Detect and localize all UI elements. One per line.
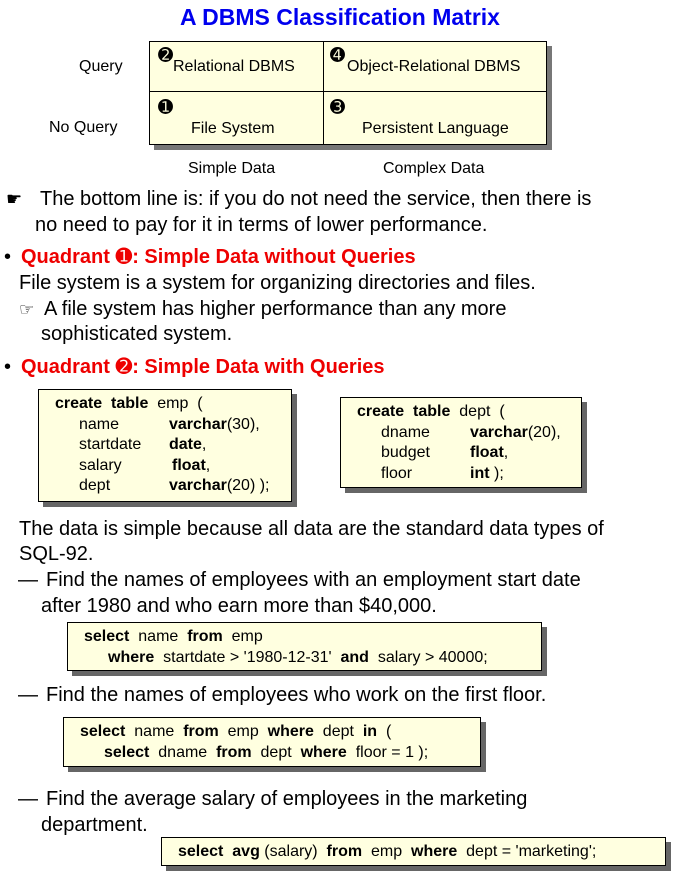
sql-ident: name (134, 723, 175, 740)
cell-label: File System (191, 120, 275, 137)
sql-line (84, 648, 541, 669)
row-label-query: Query (79, 58, 123, 75)
sql-ident: emp (231, 628, 263, 645)
sql-line (80, 722, 480, 743)
sql-column (357, 443, 561, 464)
simple-data-text: The data is simple because all data are the standard data types of (19, 518, 604, 540)
sql-keyword: create (55, 395, 103, 412)
bottom-line-text-2: no need to pay for it in terms of lower performance. (35, 214, 488, 236)
sql-ident: dname (158, 743, 208, 761)
sql-keyword: select (178, 843, 224, 860)
sql-column (55, 415, 270, 436)
dash-icon: — (18, 569, 38, 591)
sql-keyword: where (267, 723, 314, 740)
circled-2-icon: ➋ (158, 45, 174, 65)
sql-column (55, 456, 270, 477)
column-type: float (470, 444, 504, 461)
sql-keyword: table (413, 403, 451, 420)
cell-label: Persistent Language (362, 120, 509, 137)
query2-text: Find the names of employees who work on the first floor. (46, 684, 547, 706)
sql-ident: dept (260, 743, 292, 761)
query3-sql-box (161, 837, 666, 866)
row-label-no-query: No Query (49, 119, 118, 136)
sql-line (84, 627, 541, 648)
sql-column (357, 423, 561, 444)
query2-sql-box (63, 717, 481, 767)
dash-icon: — (18, 684, 38, 706)
sql-keyword: where (300, 743, 347, 761)
sql-ident: dept (322, 723, 354, 740)
sql-column (55, 476, 270, 497)
page-title: A DBMS Classification Matrix (180, 4, 500, 30)
sql-keyword: in (362, 723, 378, 740)
column-name: dname (381, 423, 430, 441)
sql-column-list (55, 415, 270, 497)
quadrant1-heading: Quadrant ➊: Simple Data without Queries (21, 246, 416, 268)
query1-text: Find the names of employees with an employment start date (46, 569, 581, 591)
sql-punct: ( (385, 723, 392, 740)
sql-condition: salary > 40000; (377, 648, 488, 666)
table-name: dept (459, 403, 491, 420)
circled-4-icon: ➍ (330, 45, 346, 65)
column-suffix: (30), (226, 415, 260, 433)
sql-keyword: select (80, 723, 126, 740)
column-name: budget (381, 444, 430, 461)
column-name: startdate (79, 436, 142, 453)
sql-condition: dept = 'marketing'; (466, 843, 597, 860)
simple-data-text-2: SQL-92. (19, 543, 94, 565)
quadrant1-note: A file system has higher performance than any more (44, 298, 507, 320)
sql-condition: startdate > '1980-12-31' (163, 648, 332, 666)
sql-line (55, 394, 291, 415)
column-type: float (172, 456, 206, 474)
column-type: varchar (169, 415, 227, 433)
sql-line (80, 743, 480, 764)
table-name: emp (157, 395, 189, 412)
sql-ident: name (138, 628, 179, 645)
sql-keyword: select (104, 743, 150, 761)
quadrant1-text: File system is a system for organizing directories and files. (19, 272, 536, 294)
sql-ident: (salary) (264, 843, 318, 860)
cell-label: Relational DBMS (173, 58, 295, 75)
cell-label: Object-Relational DBMS (347, 58, 521, 75)
sql-column (357, 464, 561, 485)
sql-keyword: from (326, 843, 363, 860)
sql-punct: ( (499, 403, 505, 420)
column-type: date (169, 436, 202, 453)
col-label-simple-data: Simple Data (188, 160, 276, 177)
sql-column-list (357, 423, 561, 485)
sql-keyword: from (187, 628, 223, 645)
quadrant1-note-2: sophisticated system. (41, 323, 233, 345)
column-suffix: ); (489, 464, 504, 482)
query3-text: Find the average salary of employees in the marketing (46, 788, 528, 810)
sql-keyword: from (183, 723, 219, 740)
cell-persistent-language (323, 91, 547, 145)
sql-keyword: table (111, 395, 149, 412)
circled-3-icon: ➌ (330, 97, 346, 117)
sql-keyword: from (216, 743, 252, 761)
create-dept-sql-box (340, 397, 582, 488)
query1-text-2: after 1980 and who earn more than $40,000. (41, 595, 437, 617)
bottom-line-text: The bottom line is: if you do not need the service, then there is (40, 188, 592, 210)
column-suffix: (20), (527, 423, 561, 441)
sql-keyword: and (340, 648, 369, 666)
sql-column (55, 435, 270, 456)
dash-icon: — (18, 788, 38, 810)
column-name: floor (381, 464, 413, 482)
column-name: name (79, 415, 120, 433)
sql-keyword: select (84, 628, 130, 645)
create-emp-sql-box (38, 389, 292, 502)
column-suffix: , (201, 436, 207, 453)
sql-keyword: create (357, 403, 405, 420)
column-suffix: , (205, 456, 211, 474)
sql-line (357, 402, 581, 423)
column-name: dept (79, 477, 111, 494)
col-label-complex-data: Complex Data (383, 160, 485, 177)
column-suffix: , (503, 444, 509, 461)
cell-relational-dbms (149, 41, 325, 93)
sql-punct: ( (197, 395, 203, 412)
sql-condition: floor = 1 ); (355, 743, 429, 761)
cell-file-system (149, 91, 325, 145)
sql-keyword: where (411, 843, 458, 860)
sql-ident: emp (370, 843, 403, 860)
circled-1-icon: ➊ (158, 97, 174, 117)
column-suffix: (20) ); (226, 477, 270, 494)
sql-keyword: avg (232, 843, 260, 860)
column-name: salary (79, 456, 122, 474)
column-type: varchar (169, 477, 227, 494)
bullet-icon: • (4, 356, 12, 378)
sql-keyword: where (108, 648, 155, 666)
pointing-hand-icon: ☛ (6, 189, 23, 209)
bullet-icon: • (4, 246, 12, 268)
query3-text-2: department. (41, 814, 148, 836)
sql-ident: emp (227, 723, 259, 740)
quadrant2-heading: Quadrant ➋: Simple Data with Queries (21, 356, 385, 378)
sql-line (178, 842, 665, 863)
cell-object-relational-dbms (323, 41, 547, 93)
column-type: int (470, 464, 490, 482)
query1-sql-box (67, 622, 542, 671)
column-type: varchar (470, 423, 528, 441)
pointing-hand-icon: ☞ (19, 300, 35, 319)
